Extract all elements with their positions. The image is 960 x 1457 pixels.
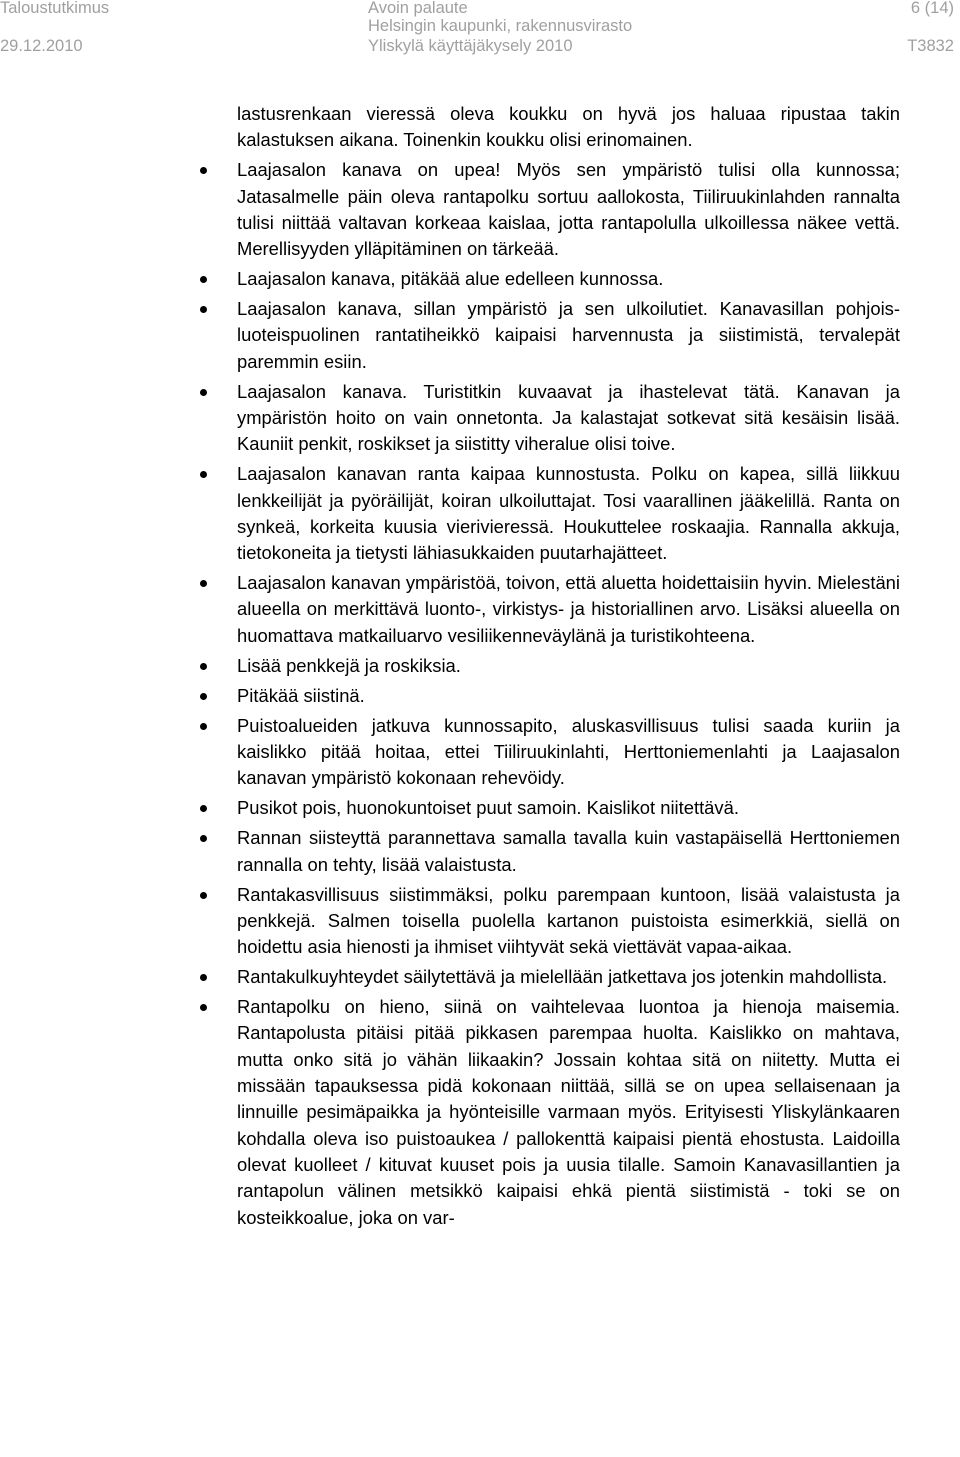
page-number: 6 (14) [910, 0, 954, 17]
list-item: lastusrenkaan vieressä oleva koukku on hyvä jos haluaa ripustaa takin kalastuksen aikana. Toinenkin koukku olisi erinomainen. [237, 103, 900, 151]
survey-title: Yliskylä käyttäjäkysely 2010 [368, 37, 573, 55]
list-item: Laajasalon kanavan ympäristöä, toivon, että aluetta hoidettaisiin hyvin. Mielestäni alueella on merkittävä luonto-, virkistys- ja historiallinen arvo. Lisäksi alueella on huomattava matkailuarvo vesiliikenneväylänä ja turistikohteena. [237, 570, 900, 649]
list-item: Pusikot pois, huonokuntoiset puut samoin. Kaislikot niitettävä. [237, 795, 900, 821]
page-header [0, 0, 960, 64]
client-name: Helsingin kaupunki, rakennusvirasto [368, 17, 633, 35]
feedback-list [237, 101, 900, 1234]
list-item: Laajasalon kanavan ranta kaipaa kunnostusta. Polku on kapea, sillä liikkuu lenkkeilijät ja pyöräilijät, koiran ulkoiluttajat. Tosi vaarallinen jääkelillä. Ranta on synkeä, korkeita kuusia vierivieressä. Houkuttelee roskaajia. Rannalla akkuja, tietokoneita ja tietysti lähiasukkaiden puutarhajätteet. [237, 461, 900, 566]
list-item: Laajasalon kanava, pitäkää alue edelleen kunnossa. [237, 266, 900, 292]
list-item: Pitäkää siistinä. [237, 683, 900, 709]
list-item: Rantapolku on hieno, siinä on vaihtelevaa luontoa ja hienoja maisemia. Rantapolusta pitäisi pitää pikkasen parempaa huolta. Kaislikko on mahtava, mutta onko sitä jo vähän liikaakin? Jossain kohtaa sitä on niitetty. Mutta ei missään tapauksessa pidä kokonaan niittää, sillä se on upea sellaisenaan ja linnuille pesimäpaikka ja hyönteisille varmaan myös. Erityisesti Yliskylänkaaren kohdalla oleva iso puistoaukea / pallokenttä kaipaisi pientä ehostusta. Laidoilla olevat kuolleet / kituvat kuuset pois ja uusia tilalle. Samoin Kanavasillantien ja rantapolun välinen metsikkö kaipaisi ehkä pientä siistimistä - toki se on kosteikkoalue, joka on var- [237, 994, 900, 1231]
list-item: Puistoalueiden jatkuva kunnossapito, aluskasvillisuus tulisi saada kuriin ja kaislikko pitää hoitaa, ettei Tiiliruukinlahti, Herttoniemenlahti ja Laajasalon kanavan ympäristö kokonaan rehevöidy. [237, 713, 900, 792]
list-item: Rantakasvillisuus siistimmäksi, polku parempaan kuntoon, lisää valaistusta ja penkkejä. Salmen toisella puolella kartanon puistoista esimerkkiä, siellä on hoidettu asia hienosti ja ihmiset viihtyvät sekä viettävät vapaa-aikaa. [237, 882, 900, 961]
project-code: T3832 [907, 37, 954, 55]
list-item: Laajasalon kanava. Turistitkin kuvaavat ja ihastelevat tätä. Kanavan ja ympäristön hoito on vain onnetonta. Ja kalastajat sotkevat sitä kesäisin lisää. Kauniit penkit, roskikset ja siistitty viheralue olisi toive. [237, 379, 900, 458]
list-item: Laajasalon kanava on upea! Myös sen ympäristö tulisi olla kunnossa; Jatasalmelle päin oleva rantapolku sortuu aallokosta, Tiiliruukinlahden rannalta tulisi niittää valtavan korkeaa kaislaa, jotta rantapolulla ulkoillessa näkee vettä. Merellisyyden ylläpitäminen on tärkeää. [237, 157, 900, 262]
company-name: Taloustutkimus [0, 0, 110, 17]
section-title: Avoin palaute [368, 0, 468, 17]
report-date: 29.12.2010 [0, 37, 83, 55]
list-item: Laajasalon kanava, sillan ympäristö ja sen ulkoilutiet. Kanavasillan pohjois- luoteispuolinen rantatiheikkö kaipaisi harvennusta ja siistimistä, tervalepät paremmin esiin. [237, 296, 900, 375]
list-item: Rannan siisteyttä parannettava samalla tavalla kuin vastapäisellä Herttoniemen rannalla on tehty, lisää valaistusta. [237, 825, 900, 878]
list-item: Rantakulkuyhteydet säilytettävä ja mielellään jatkettava jos jotenkin mahdollista. [237, 964, 900, 990]
list-item: Lisää penkkejä ja roskiksia. [237, 653, 900, 679]
